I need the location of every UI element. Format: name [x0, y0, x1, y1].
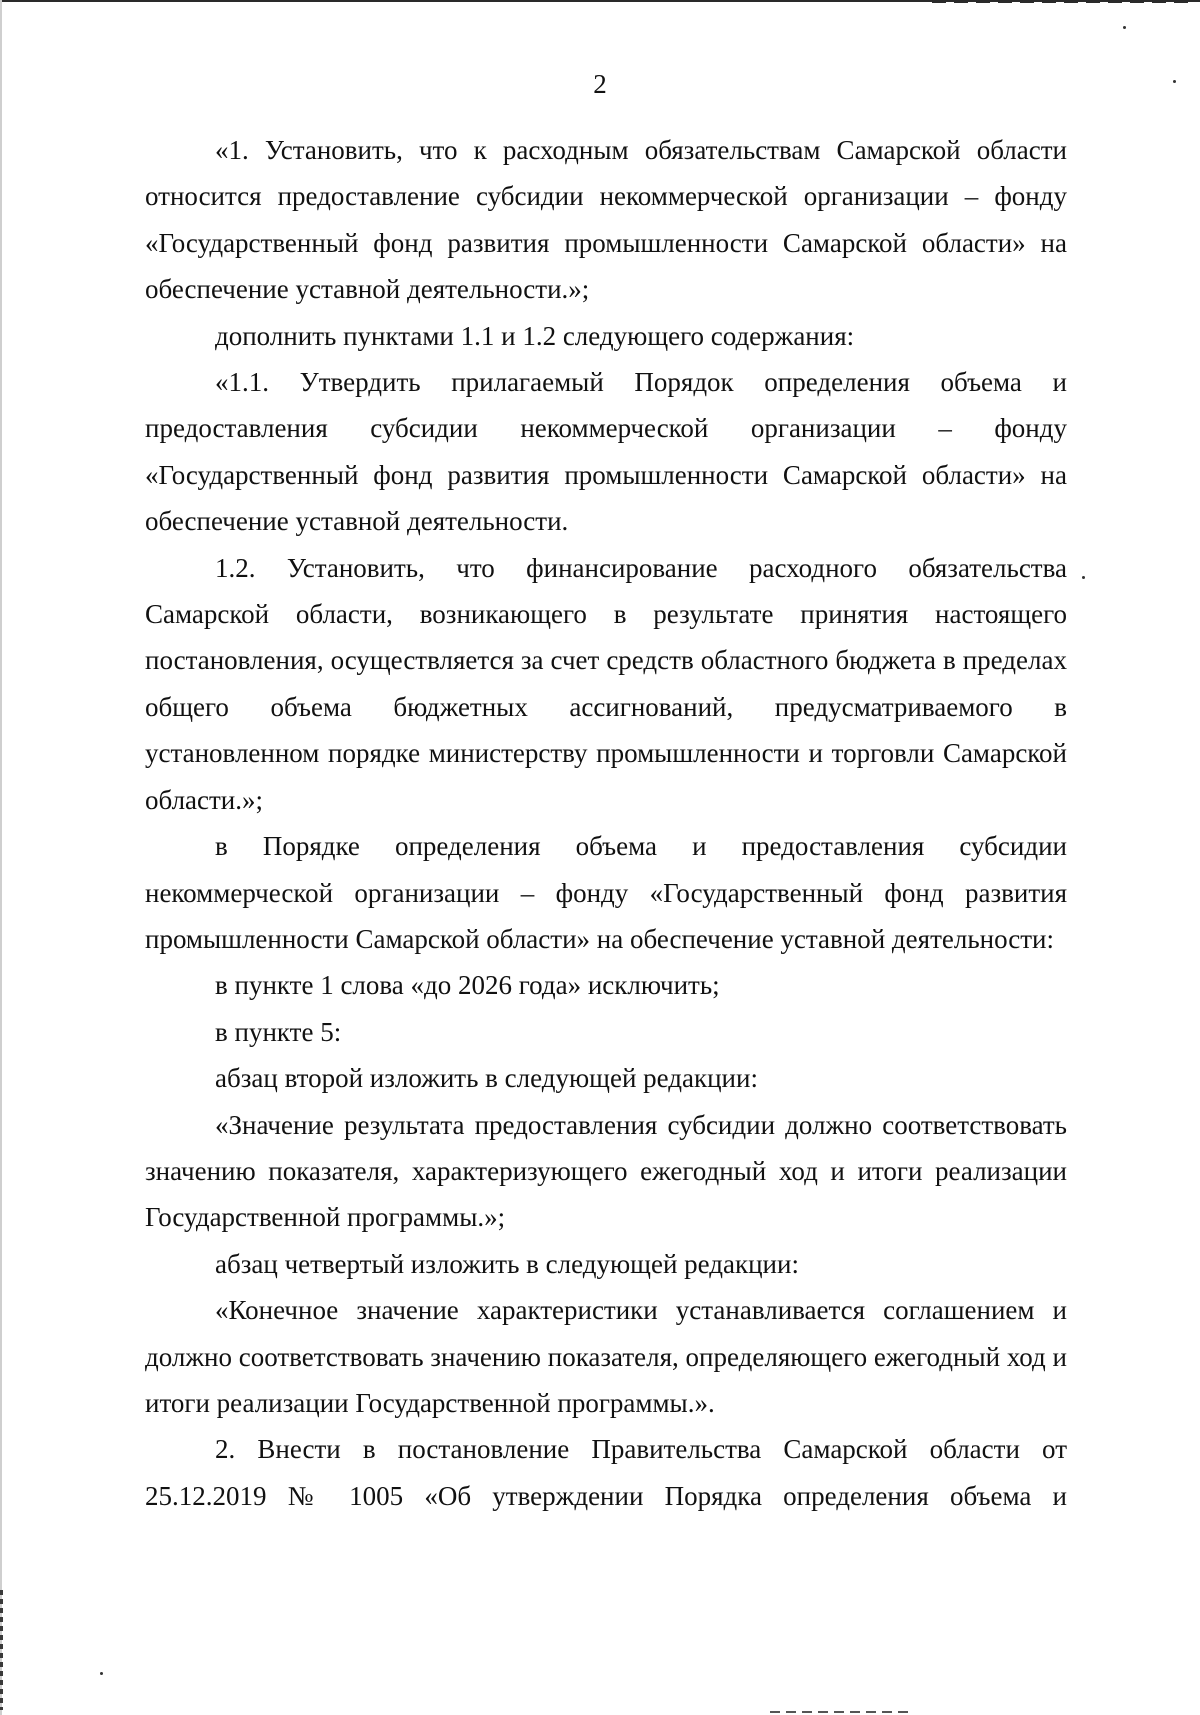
paragraph-clause-1: «1. Установить, что к расходным обязательствам Самарской области относится предоставление субсидии некоммерческой организации – фонду «Государственный фонд развития промышленности Самарской области» на обеспечение уставной деятельности.»;: [145, 135, 1067, 305]
paragraph-second-abzac-intro: абзац второй изложить в следующей редакции:: [215, 1063, 758, 1094]
paragraph-clause-1-2: 1.2. Установить, что финансирование расходного обязательства Самарской области, возникающего в результате принятия настоящего постановления, осуществляется за счет средств областного бюджета в пределах общего объема бюджетных ассигнований, предусматриваемого в установленном порядке министерству промышленности и торговли Самарской области.»;: [145, 552, 1067, 815]
paragraph-clause-2: 2. Внести в постановление Правительства Самарской области от 25.12.2019 № 1005 «Об утверждении Порядка определения объема и: [145, 1434, 1067, 1511]
scan-edge-left-dash: [0, 1590, 3, 1710]
paragraph-point-1-amendment: в пункте 1 слова «до 2026 года» исключить;: [215, 970, 720, 1001]
paragraph-result-value: «Значение результата предоставления субсидии должно соответствовать значению показателя, характеризующего ежегодный ход и итоги реализации Государственной программы.»;: [145, 1109, 1067, 1233]
scan-edge-bottom-dash: [770, 1711, 910, 1713]
scan-speck: [1123, 26, 1126, 29]
paragraph-add-points: дополнить пунктами 1.1 и 1.2 следующего содержания:: [215, 320, 855, 351]
paragraph-final-value: «Конечное значение характеристики устанавливается соглашением и должно соответствовать значению показателя, определяющего ежегодный ход и итоги реализации Государственной программы.».: [145, 1295, 1067, 1418]
paragraph-point-5: в пункте 5:: [215, 1016, 342, 1047]
paragraph-fourth-abzac-intro: абзац четвертый изложить в следующей редакции:: [215, 1248, 799, 1279]
page-number: 2: [593, 69, 607, 99]
paragraph-procedure-intro: в Порядке определения объема и предоставления субсидии некоммерческой организации – фонду «Государственный фонд развития промышленности Самарской области» на обеспечение уставной деятельности:: [145, 831, 1067, 954]
document-body: [145, 127, 1067, 1519]
scan-edge-left: [0, 0, 2, 1715]
scan-speck: [100, 1672, 103, 1675]
scan-speck: [1082, 576, 1085, 579]
paragraph-clause-1-1: «1.1. Утвердить прилагаемый Порядок определения объема и предоставления субсидии некоммерческой организации – фонду «Государственный фонд развития промышленности Самарской области» на обеспечение уставной деятельности.: [145, 367, 1067, 537]
scan-edge-top-dash: [932, 0, 1192, 3]
